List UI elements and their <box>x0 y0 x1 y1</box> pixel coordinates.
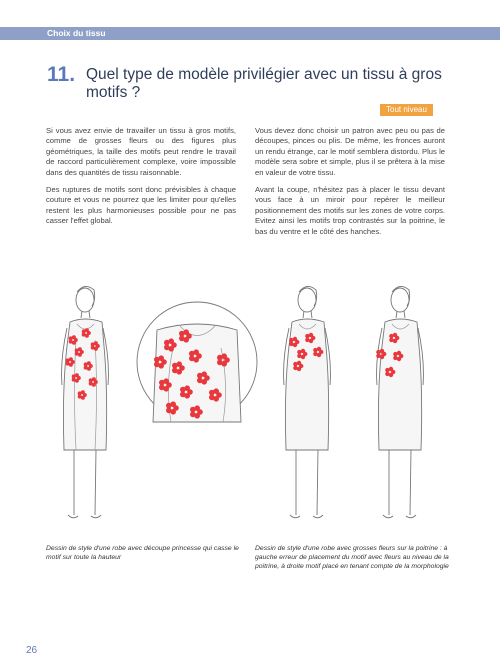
section-label: Choix du tissu <box>47 28 106 38</box>
flower-motif-icon <box>393 351 403 361</box>
flower-motif-icon <box>172 361 185 374</box>
flower-motif-icon <box>190 405 203 418</box>
flower-motif-icon <box>389 333 399 343</box>
flower-motif-icon <box>385 367 395 377</box>
caption-right: Dessin de style d'une robe avec grosses fleurs sur la poitrine : à gauche erreur de placement du motif avec fleurs au niveau de la poitrine, à droite motif placé en tenant compte de la morphologie <box>255 545 449 570</box>
level-badge: Tout niveau <box>380 104 433 116</box>
flower-motif-icon <box>154 355 167 368</box>
flower-motif-icon <box>305 333 315 343</box>
flower-motif-icon <box>293 361 303 371</box>
flower-motif-icon <box>91 341 100 350</box>
flower-motif-icon <box>166 401 179 414</box>
flower-motif-icon <box>209 388 222 401</box>
flower-motif-icon <box>66 357 75 366</box>
paragraph: Des ruptures de motifs sont donc prévisibles à chaque couture et vous ne pourrez que les limiter pour qu'elles restent les plus harmonieuses possible pour ne pas casser l'effet global. <box>46 185 236 226</box>
paragraph: Vous devez donc choisir un patron avec peu ou pas de découpes, pinces ou plis. De même, les fronces auront un rendu étrange, car le motif semblera distordu. Plus le modèle sera sobre et simple, plus il se prêtera à la mise en valeur de votre tissu. <box>255 126 445 177</box>
flower-motif-icon <box>164 338 177 351</box>
flower-motif-icon <box>297 349 307 359</box>
flower-motif-icon <box>78 390 87 399</box>
flower-motif-icon <box>72 373 81 382</box>
flower-motif-icon <box>179 329 192 342</box>
flower-motif-icon <box>313 347 323 357</box>
flower-motif-icon <box>75 347 84 356</box>
flower-motif-icon <box>159 378 172 391</box>
flower-motif-icon <box>89 377 98 386</box>
flower-motif-icon <box>197 371 210 384</box>
flower-motif-icon <box>69 335 78 344</box>
flower-motif-icon <box>376 349 386 359</box>
question-title: Quel type de modèle privilégier avec un tissu à gros motifs ? <box>86 66 442 101</box>
question-number: 11. <box>47 63 76 86</box>
flower-motif-icon <box>180 385 193 398</box>
flower-motif-icon <box>189 349 202 362</box>
flower-motif-icon <box>82 328 91 337</box>
flower-motif-icon <box>84 361 93 370</box>
page-number: 26 <box>26 645 38 656</box>
flower-motif-icon <box>289 337 299 347</box>
caption-left: Dessin de style d'une robe avec découpe princesse qui casse le motif sur toute la hauteur <box>46 545 239 561</box>
paragraph: Avant la coupe, n'hésitez pas à placer le tissu devant vous face à un miroir pour repérer le meilleur positionnement des motifs sur les zones de votre corps. Evitez ainsi les motifs trop contrastés sur la poitrine, le bas du ventre et le côté des hanches. <box>255 185 445 236</box>
paragraph: Si vous avez envie de travailler un tissu à gros motifs, comme de grosses fleurs ou des figures plus géométriques, la taille des motifs peut rendre le travail de raccord particulièrement complexe, voire impossible dans des quantités de tissu raisonnable. <box>46 126 236 177</box>
flower-motif-icon <box>217 353 230 366</box>
